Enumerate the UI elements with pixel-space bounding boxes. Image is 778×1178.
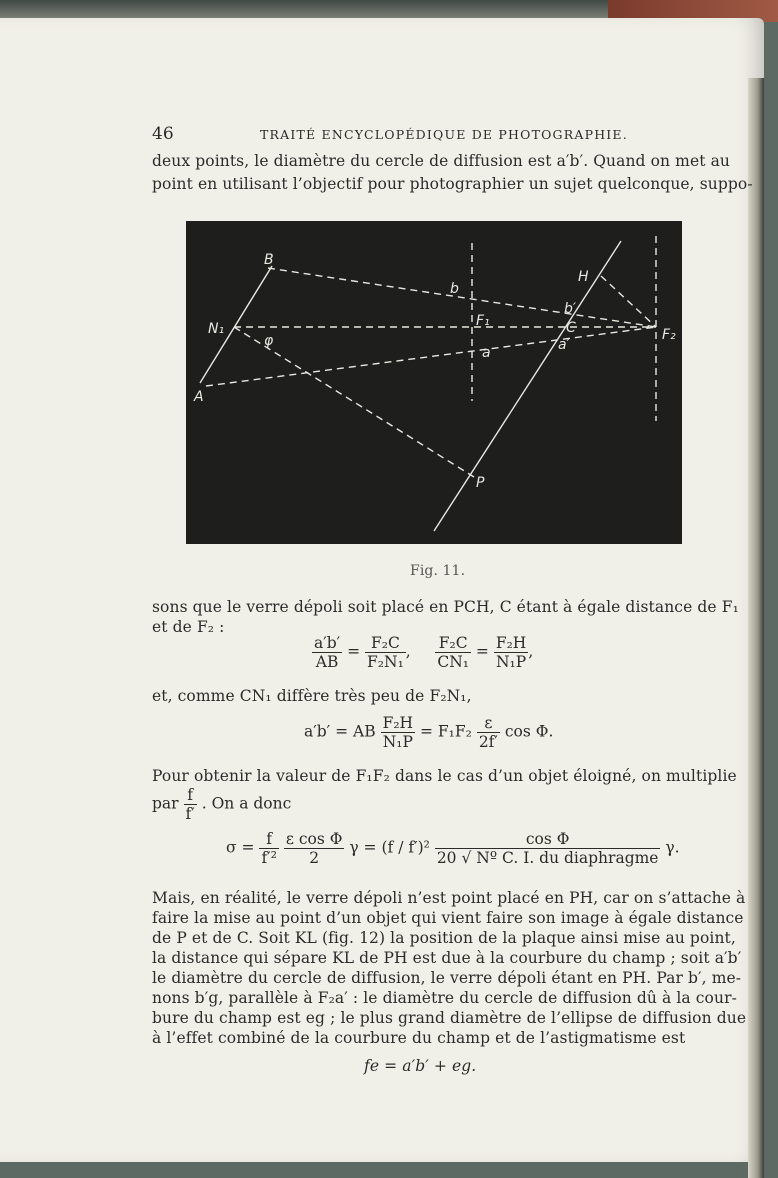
label-N1: N₁ bbox=[208, 321, 225, 337]
paragraph-line: point en utilisant l’objectif pour photographier un sujet quelconque, suppo- bbox=[152, 175, 753, 193]
ray-H-F2 bbox=[601, 276, 656, 327]
figure-11-diagram bbox=[186, 221, 682, 544]
equation-2: a′b′ = AB $\frac{\text{F₂H}}{\text{N₁P}}$ = F₁F₂ $\frac{\varepsilon}{2f'}$ cos Φ. bbox=[304, 714, 554, 751]
line-PH bbox=[434, 241, 621, 531]
label-a-prime: a′ bbox=[558, 337, 570, 353]
paragraph-line: le diamètre du cercle de diffusion, le verre dépoli étant en PH. Par b′, me- bbox=[152, 969, 742, 987]
label-A: A bbox=[194, 389, 204, 405]
paragraph-line: Mais, en réalité, le verre dépoli n’est point placé en PH, car on s’attache à bbox=[152, 889, 746, 907]
paragraph-line: sons que le verre dépoli soit placé en PCH, C étant à égale distance de F₁ bbox=[152, 598, 739, 616]
page-number: 46 bbox=[152, 124, 174, 144]
paragraph-line-par: par $\frac{f}{f'}$ . On a donc bbox=[152, 786, 292, 823]
ray-A-F2 bbox=[206, 327, 656, 386]
paragraph-line: deux points, le diamètre du cercle de diffusion est a′b′. Quand on met au bbox=[152, 152, 730, 170]
equation-3: σ = $\frac{f}{\text{f′²}}$ $\frac{\text{ε cos Φ}}{2}$ γ = (f / f′)² $\frac{\text{cos Φ}}{\text{20 √ Nº C. I. du diaphragme}}$ γ. bbox=[226, 830, 680, 867]
label-H: H bbox=[578, 269, 589, 285]
paragraph-line: la distance qui sépare KL de PH est due à la courbure du champ ; soit a′b′ bbox=[152, 949, 742, 967]
label-b-prime: b′ bbox=[564, 301, 577, 317]
paragraph-line: Pour obtenir la valeur de F₁F₂ dans le cas d’un objet éloigné, on multiplie bbox=[152, 767, 737, 785]
equation-4: fe = a′b′ + eg. bbox=[364, 1057, 477, 1075]
fraction: $\frac{\text{F₂H}}{\text{N₁P}}$ bbox=[495, 634, 527, 671]
label-B: B bbox=[264, 252, 274, 268]
paragraph-line: faire la mise au point d’un objet qui vient faire son image à égale distance bbox=[152, 909, 744, 927]
fraction: $\frac{\text{F₂C}}{\text{CN₁}}$ bbox=[437, 634, 469, 671]
label-F2: F₂ bbox=[662, 327, 676, 343]
label-a: a bbox=[482, 345, 491, 361]
label-b: b bbox=[450, 281, 459, 297]
paragraph-line: et, comme CN₁ diffère très peu de F₂N₁, bbox=[152, 687, 472, 705]
label-C: C bbox=[566, 320, 576, 336]
running-title: TRAITÉ ENCYCLOPÉDIQUE DE PHOTOGRAPHIE. bbox=[260, 127, 628, 142]
page-edge-shadow bbox=[748, 78, 764, 1178]
label-F1: F₁ bbox=[476, 313, 490, 329]
figure-caption: Fig. 11. bbox=[410, 563, 466, 579]
label-P: P bbox=[476, 475, 485, 491]
paragraph-line: et de F₂ : bbox=[152, 618, 225, 636]
paragraph-line: nons b′g, parallèle à F₂a′ : le diamètre du cercle de diffusion dû à la cour- bbox=[152, 989, 737, 1007]
paragraph-line: de P et de C. Soit KL (fig. 12) la position de la plaque ainsi mise au point, bbox=[152, 929, 736, 947]
label-phi: φ bbox=[264, 333, 274, 349]
fraction: $\frac{a'b'}{AB}$ bbox=[314, 634, 341, 671]
paragraph-line: à l’effet combiné de la courbure du champ et de l’astigmatisme est bbox=[152, 1029, 686, 1047]
ray-N1-P bbox=[234, 327, 474, 477]
fraction: $\frac{\text{F₂C}}{\text{F₂N₁}}$ bbox=[367, 634, 404, 671]
paragraph-line: bure du champ est eg ; le plus grand diamètre de l’ellipse de diffusion due bbox=[152, 1009, 747, 1027]
equation-1: $\frac{a'b'}{AB}$ = $\frac{\text{F₂C}}{\text{F₂N₁}}$ , $\frac{\text{F₂C}}{\text{CN₁}}$ = $\frac{\text{F₂H}}{\text{N₁P}}$ , bbox=[314, 634, 534, 671]
